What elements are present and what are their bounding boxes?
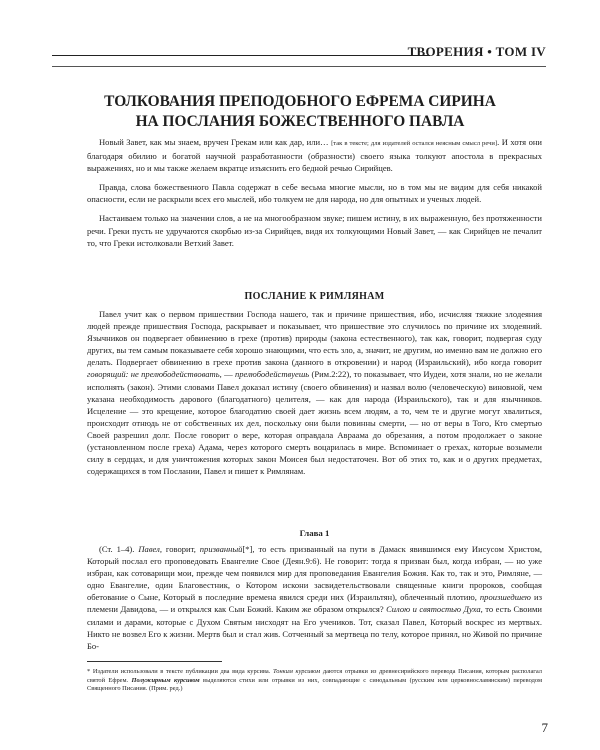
intro-paragraph-3: Настаиваем только на значении слов, а не на многообразном звуке; пишем истину, в их выраженную, без протяженности речи. Греки пусть не удручаются скорбью из-за Сирийцев, видя их толкующими Новый Завет, — как Сирийцев не печалит то, что Греки истолковали Ветхий Завет. — [87, 213, 542, 248]
running-header-title: ТВОРЕНИЯ • ТОМ IV — [407, 44, 546, 59]
intro-paragraph-1: Новый Завет, как мы знаем, вручен Грекам или как дар, или… [так в тексте; для издателей остался неясным смысл речи]. И хотя они благодаря обилию и богатой научной разработанности (образности) своего языка толкуют апостола в прекрасных выражениях, но и мы также желаем вкратце изъяснить его бедной речью Сирийцев. — [87, 137, 542, 174]
chapter-paragraph: (Ст. 1–4). Павел, говорит, призванный[*], то есть призванный на пути в Дамаск явившимся ему Иисусом Христом, Который послал его проповедовать Евангелие Свое (Деян.9:6). Не говорит: тогда я призван был, когда избран, — но уже избран, как сотоварищи мои, прежде чем появился мир для проповедания Евангелия Божия. Как то, так и это, Римляне, — одно Евангелие, один Благовестник, о Котором искони засвидетельствовали священные книги пророков, сообщая обетование о Сыне, Который в последние времена явился среди них (Израильтян), облеченный плотию, произшедшею из племени Давидова, — и открылся как Сын Божий. Каким же образом открылся? Силою и святостью Духа, то есть Своими силами и дарами, которые с Духом Святым нисходят на Его учеников. Тот, сказал Павел, Который воскрес из мертвых. Никто не возвел Его к жизни. Мертв был и стал жив. Сотченный за мертвеца по телу, которое принял, но Живой по причине Бо- — [87, 544, 542, 651]
footnote: * Издатели использовали в тексте публикации два вида курсива. Тонким курсивом даются отрывки из древнесирийского перевода Писания, которым располагал святой Ефрем. Полужирным курсивом выделяются стихи или отрывки из них, совпадающие с синодальным (русским или церковнославянским) переводом Священного Писания. (Прим. ред.) — [87, 668, 542, 693]
article-title-line-1: ТОЛКОВАНИЯ ПРЕПОДОБНОГО ЕФРЕМА СИРИНА — [104, 93, 496, 110]
article-title — [60, 92, 540, 132]
intro-paragraph-2: Правда, слова божественного Павла содержат в себе весьма многие мысли, но в том мы не видим для себя никакой опасности, если не раскрыли всех его мыслей, ибо толкуем не для народа, но для опытных и ученых людей. — [87, 182, 542, 205]
header-underline — [52, 66, 546, 67]
page-number: 7 — [541, 720, 548, 735]
editor-note: [так в тексте; для издателей остался неясным смысл речи] — [331, 140, 498, 147]
chapter-title: Глава 1 — [299, 528, 330, 538]
section-block — [87, 308, 542, 484]
article-title-line-2: НА ПОСЛАНИЯ БОЖЕСТВЕННОГО ПАВЛА — [135, 113, 465, 130]
chapter-block — [87, 543, 542, 659]
footnote-rule — [87, 661, 222, 662]
section-title: ПОСЛАНИЕ К РИМЛЯНАМ — [244, 291, 385, 302]
intro-block — [87, 136, 542, 256]
section-paragraph: Павел учит как о первом пришествии Господа нашего, так и причине пришествия, ибо, исчисляя тяжкие злодеяния людей прежде пришествия Господа, раскрывает и показывает, что пришествие это случилось по причине их злодеяний. Язычников он подвергает обвинению в грехе (против) природы (закона естественного), так как, говорит, подвергая суду других, вы тем самым показываете себя хорошо знающими, что есть зло, а, значит, не другим, но именно вам не должно его делать. Подвергает обвинению в грехе против закона (данного в откровении) и народ (Израильский), ибо когда говорит говорящий: не прелюбодействовать, — прелюбодействуешь (Рим.2:22), то показывает, что Иудеи, хотя знали, но не желали исполнять (закон). Этими словами Павел доказал истину (своего обвинения) и назвал волю (человеческую) виновной, чем указана необходимость дарового (благодатного) целителя, — как для народа (Израильского), так и для язычников. Исцеление — это крещение, которое благодатию своей дает жизнь всем людям, а то, чем те и другие могут хвалиться, происходит отнюдь не от собственных их дел, поскольку они были повинны смерти, — но от веры в Того, Кто смертью Своей разрешил долг. После говорит о вере, которая оправдала Авраама до обрезания, а потом продолжает о законе (установленном после греха) Адама, через которого смерть воцарилась в мире. Вспоминает о грехах, которые возымели силу в сердцах, и для уничтожения которых закон Моисея был недостаточен. Вот об этих то, как и о других предметах, содержащихся в том Послании, Павел и пишет к Римлянам. — [87, 309, 542, 477]
header-rule — [52, 55, 430, 56]
running-header — [0, 44, 600, 64]
